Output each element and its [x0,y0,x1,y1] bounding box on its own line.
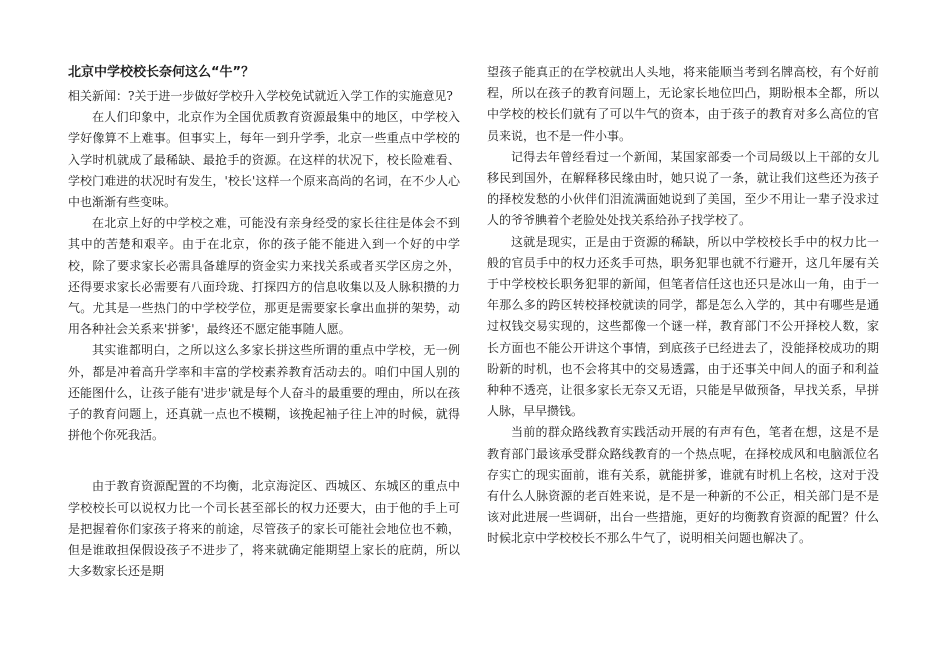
paragraph-gap [68,446,460,476]
left-column [68,62,460,582]
paragraph: 由于教育资源配置的不均衡，北京海淀区、西城区、东城区的重点中学校校长可以说权力比一个司长甚至部长的权力还要大，由于他的手上可是把握着你们家孩子将来的前途，尽管孩子的家长可能社会地位也不赖，但是谁敢担保假设孩子不进步了，将来就确定能期望上家长的庇荫，所以大多数家长还是期 [68,479,460,579]
paragraph: 其实谁都明白，之所以这么多家长拼这些所谓的重点中学校，无一例外，都是冲着高升学率和丰富的学校素养教育活动去的。咱们中国人别的还能图什么，让孩子能有'进步'就是每个人奋斗的最重要的理由，所以在孩子的教育问题上，还真就一点也不模糊，该挽起袖子往上冲的时候，就得拼他个你死我活。 [68,343,460,443]
paragraph: 在北京上好的中学校之难，可能没有亲身经受的家长往往是体会不到其中的苦楚和艰辛。由于在北京，你的孩子能不能进入到一个好的中学校，除了要求家长必需具备雄厚的资金实力来找关系或者买学区房之外，还得要求家长必需要有八面玲珑、打探四方的信息收集以及人脉积攒的力气。尤其是一些热门的中学校学位，那更是需要家长拿出血拼的架势，动用各种社会关系来'拼爹'，最终还不愿定能事随人愿。 [68,216,460,337]
paragraph-continued: 望孩子能真正的在学校就出人头地，将来能顺当考到名牌高校，有个好前程，所以在孩子的教育问题上，无论家长地位凹凸，期盼根本全都，所以中学校的校长们就有了可以牛气的资本，由于孩子的教育对多么高位的官员来说，也不是一件小事。 [487,65,879,143]
related-news-line: 相关新闻：?关于进一步做好学校升入学校免试就近入学工作的实施意见? [68,89,453,103]
paragraph: 当前的群众路线教育实践活动开展的有声有色，笔者在想，这是不是教育部门最该承受群众路线教育的一个热点呢，在择校成风和电脑派位名存实亡的现实面前，谁有关系，就能拼爹，谁就有时机上名校，这对于没有什么人脉资源的老百姓来说，是不是一种新的不公正，相关部门是不是该对此进展一些调研，出台一些措施，更好的均衡教育资源的配置？什么时候北京中学校校长不那么牛气了，说明相关问题也解决了。 [487,425,879,546]
paragraph: 在人们印象中，北京作为全国优质教育资源最集中的地区，中学校入学好像算不上难事。但事实上，每年一到升学季，北京一些重点中学校的入学时机就成了最稀缺、最抢手的资源。在这样的状况下，校长险难看、学校门难进的状况时有发生，'校长'这样一个原来高尚的名词，在不少人心中也渐渐有些变味。 [68,110,460,210]
article-title: 北京中学校校长奈何这么“牛”？ [68,65,255,80]
right-column [487,62,879,550]
paragraph: 这就是现实，正是由于资源的稀缺，所以中学校校长手中的权力比一般的官员手中的权力还炙手可热，职务犯罪也就不行避开，这几年屡有关于中学校校长职务犯罪的新闻，但笔者信任这也还只是冰山一角，由于一年那么多的跨区转校择校就读的同学，都是怎么入学的，其中有哪些是通过权钱交易实现的，这些都像一个谜一样，教育部门不公开择校人数，家长方面也不能公开讲这个事情，到底孩子已经进去了，没能择校成功的期盼新的时机，也不会将其中的交易透露，由于还事关中间人的面子和利益种种不透亮，让很多家长无奈又无语，只能是早做预备，早找关系，早拼人脉，早早攒钱。 [487,234,879,419]
paragraph: 记得去年曾经看过一个新闻，某国家部委一个司局级以上干部的女儿移民到国外，在解释移民缘由时，她只说了一条，就让我们这些还为孩子的择校发愁的小伙伴们泪流满面她说到了美国，至少不用让一辈子没求过人的爷爷腆着个老脸处处找关系给孙子找学校了。 [487,149,879,228]
